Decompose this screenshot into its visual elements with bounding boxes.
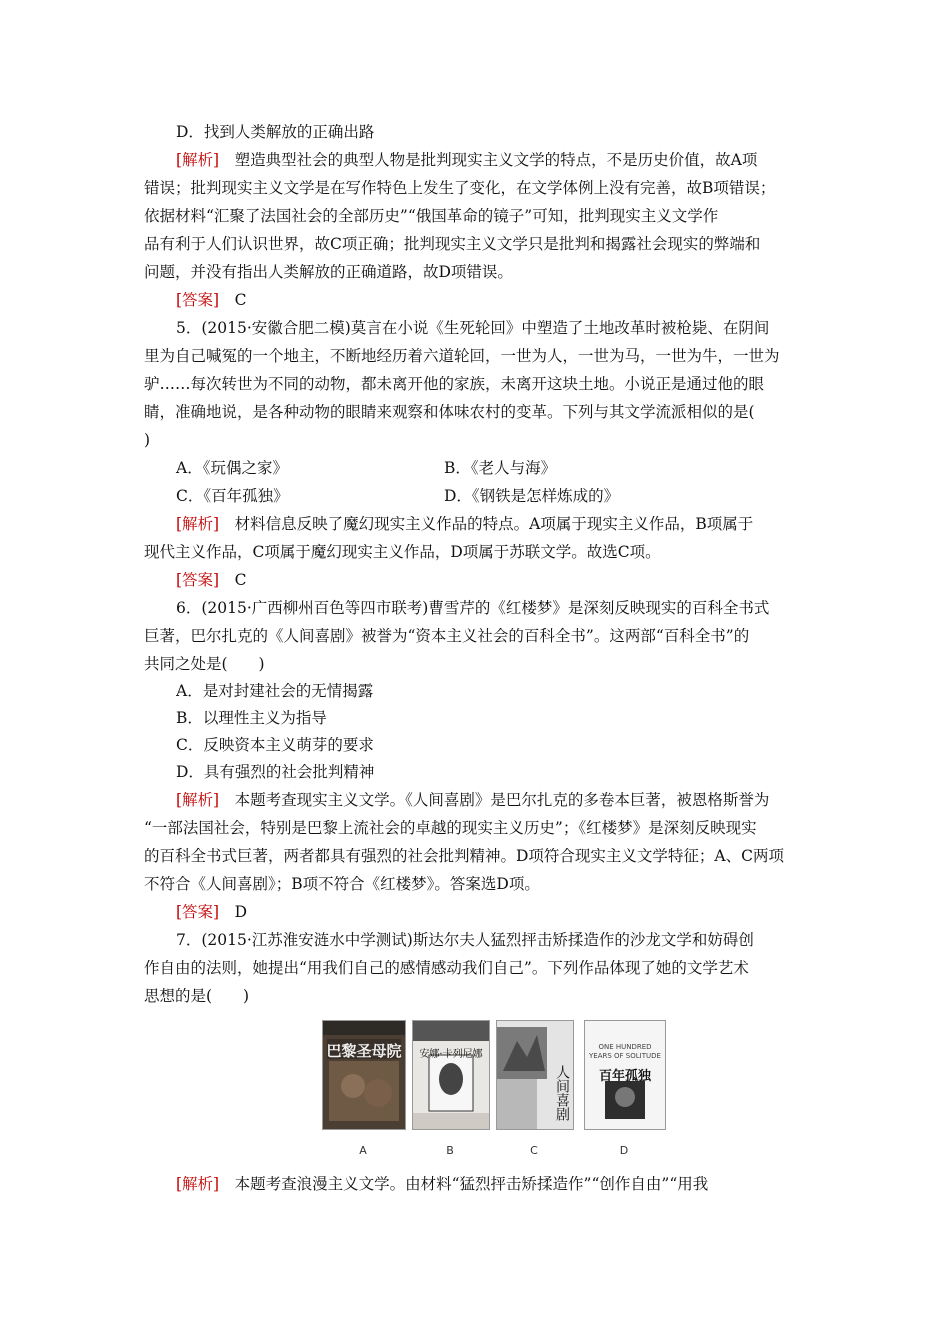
answer-tag: [答案] [176,571,220,589]
analysis-tag: [解析] [176,1175,220,1193]
q7-stem-line-2: 作自由的法则，她提出“用我们自己的感情感动我们自己”。下列作品体现了她的文学艺术 [144,959,749,977]
book-cover-b [412,1020,490,1130]
q4-analysis-line-4: 品有利于人们认识世界，故C项正确；批判现实主义文学只是批判和揭露社会现实的弊端和 [144,235,761,253]
book-label-c: C [530,1144,538,1157]
q5-answer: [答案] C [176,571,247,589]
q6-stem-line-2: 巨著，巴尔扎克的《人间喜剧》被誉为“资本主义社会的百科全书”。这两部“百科全书”的 [144,627,750,645]
q6-stem-line-3: 共同之处是( ) [144,655,265,673]
q5-analysis-line-2: 现代主义作品，C项属于魔幻现实主义作品，D项属于苏联文学。故选C项。 [144,543,661,561]
book-c-title: 人间喜剧 [554,1065,570,1121]
book-label-d: D [619,1144,629,1157]
answer-tag: [答案] [176,903,220,921]
q6-stem-line-1: 6．(2015·广西柳州百色等四市联考)曹雪芹的《红楼梦》是深刻反映现实的百科全书式 [176,599,770,617]
q7-analysis-line-1: [解析] 本题考查浪漫主义文学。由材料“猛烈抨击矫揉造作”“创作自由”“用我 [176,1175,709,1193]
q5-analysis-line-1: [解析] 材料信息反映了魔幻现实主义作品的特点。A项属于现实主义作品，B项属于 [176,515,754,533]
q6-analysis-line-4: 不符合《人间喜剧》；B项不符合《红楼梦》。答案选D项。 [144,875,540,893]
q5-stem-line-4: 睛，准确地说，是各种动物的眼睛来观察和体味农村的变革。下列与其文学流派相似的是( [144,403,755,421]
analysis-tag: [解析] [176,151,220,169]
book-covers-figure [322,1020,668,1160]
q5-stem-line-5: ) [144,431,151,449]
q6-option-c: C．反映资本主义萌芽的要求 [176,736,374,754]
book-label-a: A [359,1144,367,1157]
q5-option-d: D．《钢铁是怎样炼成的》 [444,487,620,505]
book-d-title: 百年孤独 [598,1069,651,1084]
q5-option-b: B．《老人与海》 [444,459,557,477]
q5-option-c: C．《百年孤独》 [176,487,289,505]
q6-option-d: D．具有强烈的社会批判精神 [176,763,375,781]
book-label-b: B [446,1144,454,1157]
book-b-title: 安娜·卡列尼娜 [419,1049,483,1060]
analysis-tag: [解析] [176,515,220,533]
q5-option-a: A．《玩偶之家》 [176,459,288,477]
book-cover-a [322,1020,406,1130]
q5-stem-line-1: 5．(2015·安徽合肥二模)莫言在小说《生死轮回》中塑造了土地改革时被枪毙、在阴间 [176,319,770,337]
q6-analysis-line-1: [解析] 本题考查现实主义文学。《人间喜剧》是巴尔扎克的多卷本巨著，被恩格斯誉为 [176,791,770,809]
q6-option-a: A．是对封建社会的无情揭露 [176,682,374,700]
analysis-tag: [解析] [176,791,220,809]
q4-analysis-line-1: [解析] 塑造典型社会的典型人物是批判现实主义文学的特点，不是历史价值，故A项 [176,151,758,169]
q4-analysis-line-3: 依据材料“汇聚了法国社会的全部历史”“俄国革命的镜子”可知，批判现实主义文学作 [144,207,719,225]
book-cover-d [584,1020,666,1130]
q5-stem-line-3: 驴……每次转世为不同的动物，都未离开他的家族，未离开这块土地。小说正是通过他的眼 [144,375,765,393]
q6-analysis-line-2: “一部法国社会，特别是巴黎上流社会的卓越的现实主义历史”；《红楼梦》是深刻反映现实 [144,819,757,837]
q4-answer: [答案] C [176,291,247,309]
book-cover-a-art [323,1021,405,1129]
book-cover-b-art [413,1021,489,1129]
book-a-title: 巴黎圣母院 [326,1042,402,1060]
q5-stem-line-2: 里为自己喊冤的一个地主，不断地经历着六道轮回，一世为人，一世为马，一世为牛，一世为 [144,347,780,365]
q7-stem-line-3: 思想的是( ) [144,987,250,1005]
q6-option-b: B．以理性主义为指导 [176,709,327,727]
book-d-subtitle: ONE HUNDRED YEARS OF SOLITUDE [589,1043,661,1060]
q4-option-d: D．找到人类解放的正确出路 [176,123,375,141]
answer-tag: [答案] [176,291,220,309]
q6-analysis-line-3: 的百科全书式巨著，两者都具有强烈的社会批判精神。D项符合现实主义文学特征；A、C两项 [144,847,784,865]
q4-analysis-line-5: 问题，并没有指出人类解放的正确道路，故D项错误。 [144,263,513,281]
q4-analysis-line-2: 错误；批判现实主义文学是在写作特色上发生了变化，在文学体例上没有完善，故B项错误； [144,179,776,197]
q7-stem-line-1: 7．(2015·江苏淮安涟水中学测试)斯达尔夫人猛烈抨击矫揉造作的沙龙文学和妨碍创 [176,931,754,949]
book-cover-c [496,1020,574,1130]
q6-answer: [答案] D [176,903,248,921]
